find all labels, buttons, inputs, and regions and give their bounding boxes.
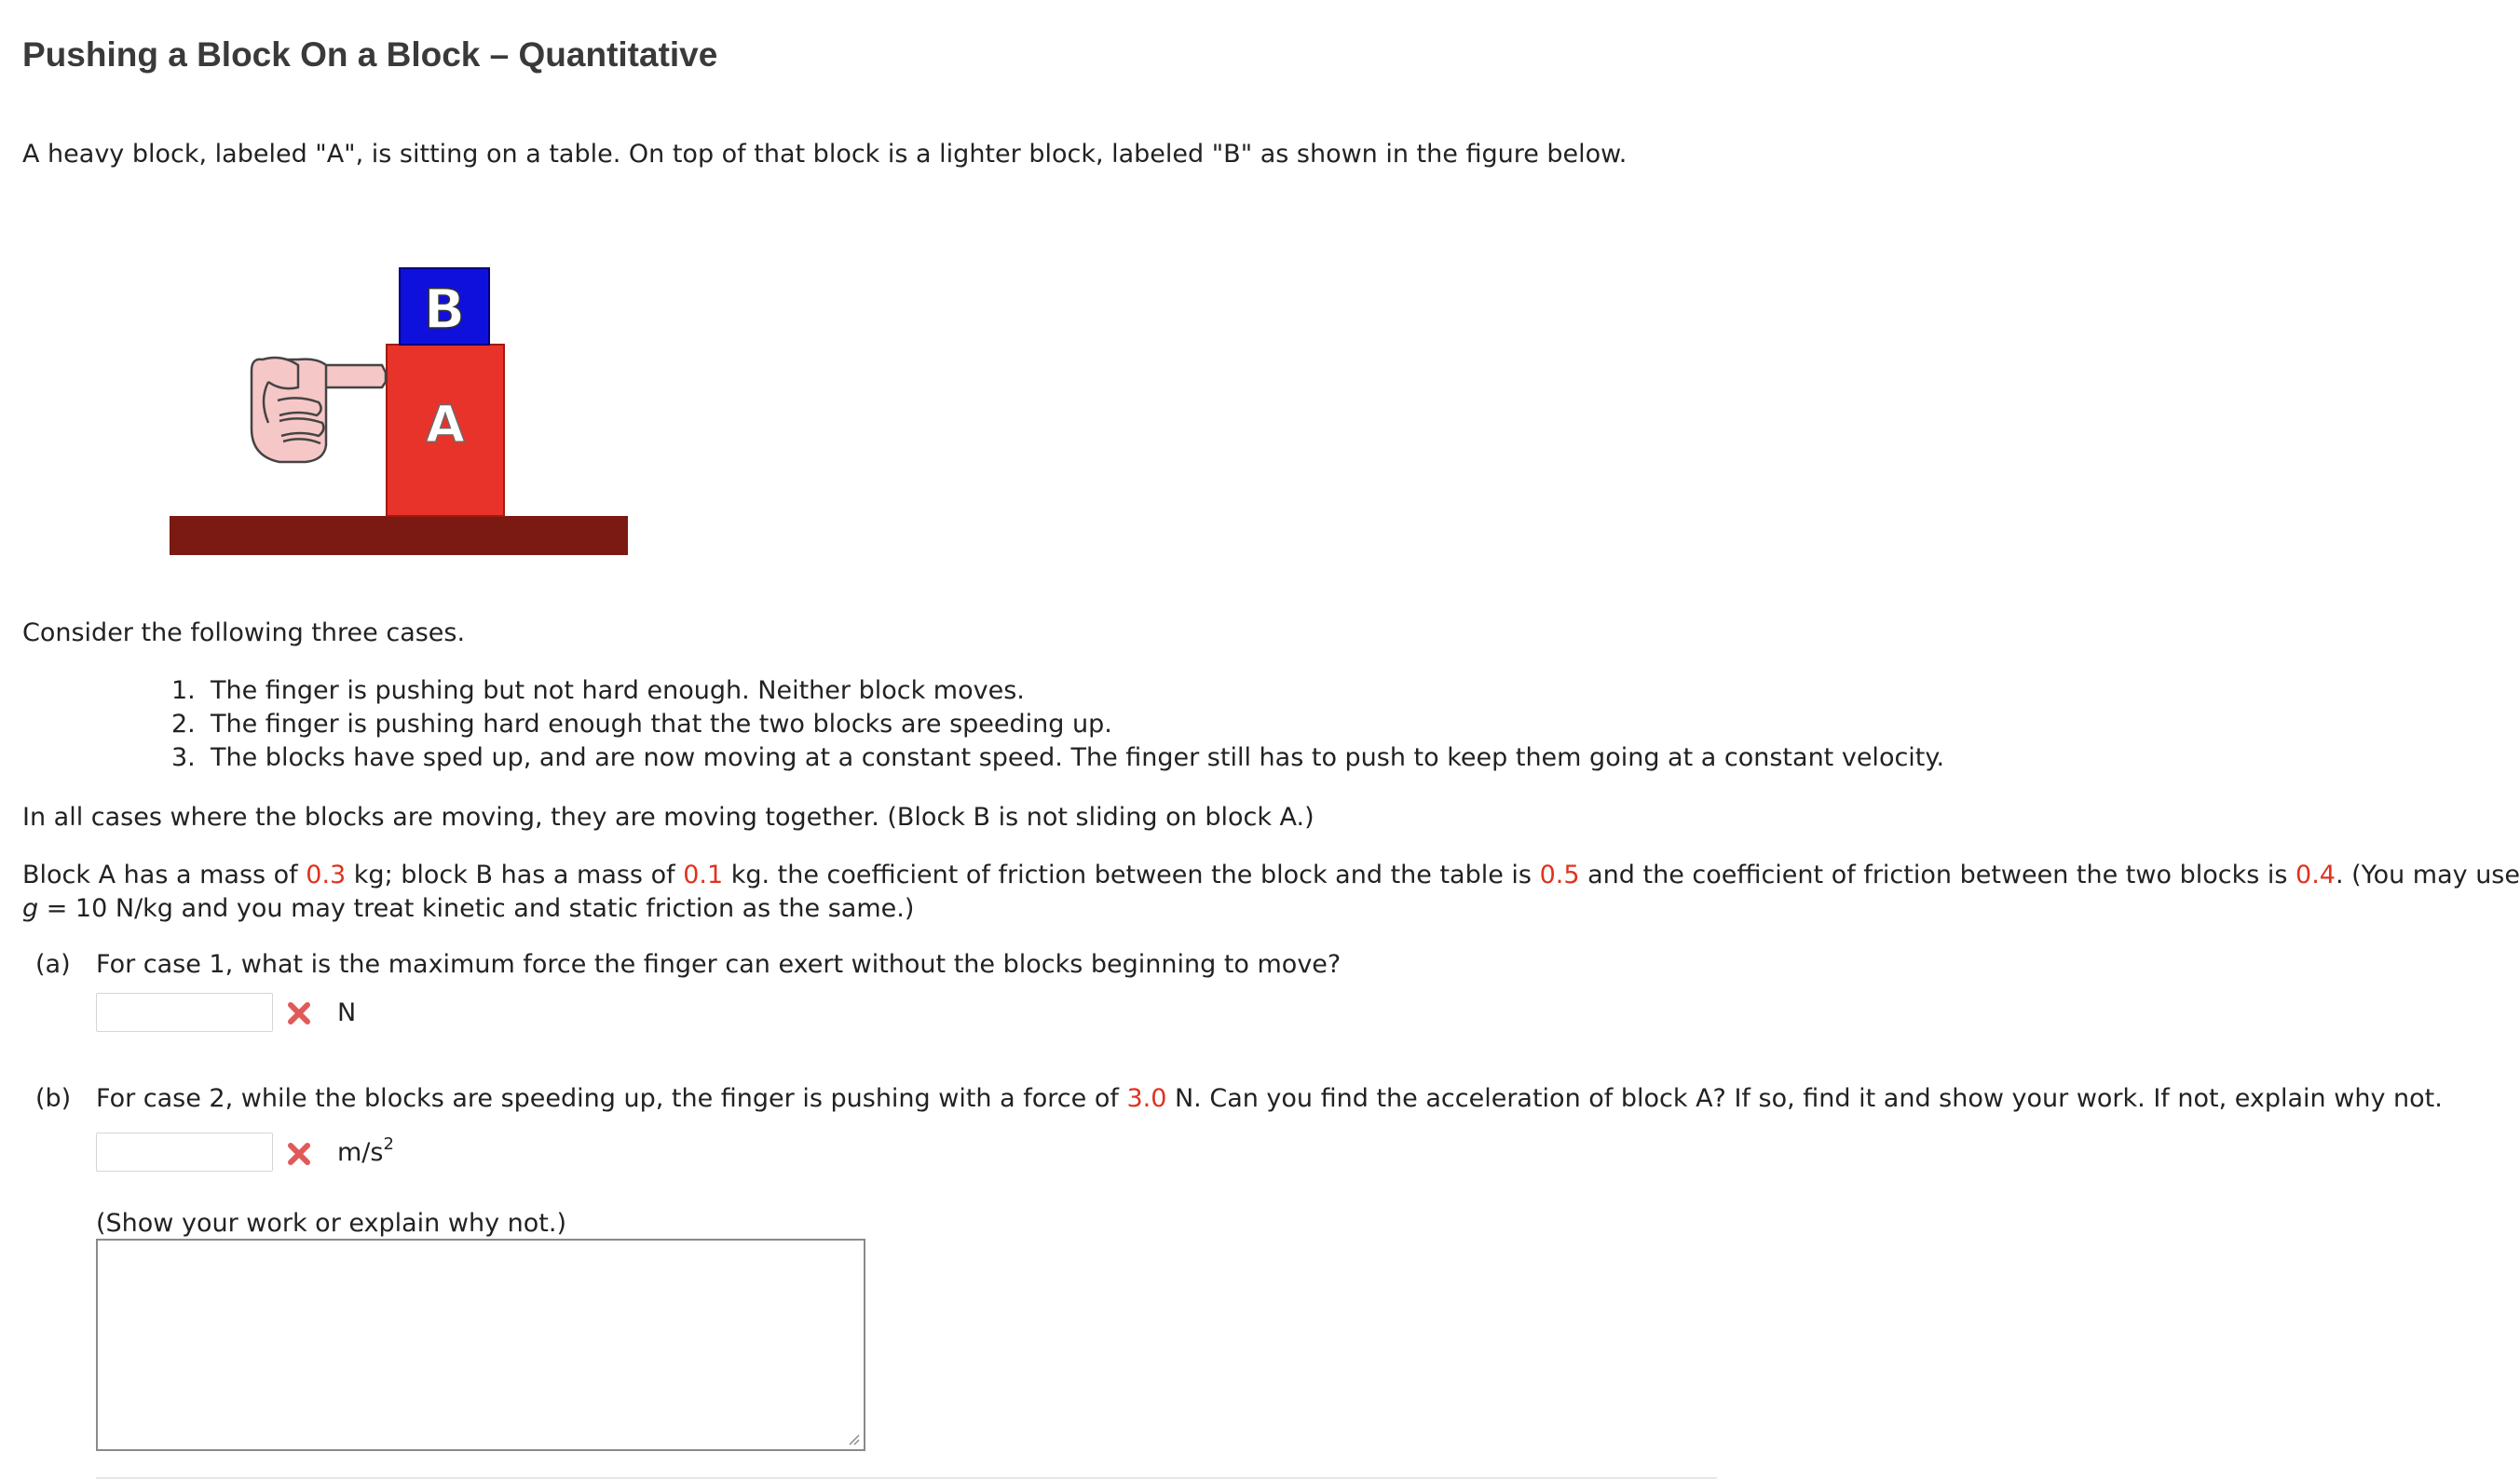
- work-label: (Show your work or explain why not.): [96, 1209, 566, 1238]
- answer-b-unit: $m/s^2$: [337, 1134, 394, 1167]
- list-item: 1. The finger is pushing but not hard enough. Neither block moves.: [171, 676, 1025, 705]
- page-title: Pushing a Block On a Block – Quantitative: [22, 35, 718, 74]
- block-b-label: B: [423, 278, 466, 341]
- force-value: 3.0: [1126, 1084, 1167, 1113]
- block-a-label: A: [426, 395, 465, 454]
- incorrect-x-icon: [285, 999, 313, 1027]
- mu-blocks-value: 0.4: [2295, 861, 2336, 889]
- table-surface: [170, 516, 628, 555]
- intro-text: A heavy block, labeled "A", is sitting on a table. On top of that block is a lighter block, labeled "B" as shown in the figure below.: [22, 140, 1628, 169]
- together-note: In all cases where the blocks are moving, they are moving together. (Block B is not sliding on block A.): [22, 803, 1314, 832]
- given-values-line-2: g = 10 N/kg and you may treat kinetic and static friction as the same.): [22, 894, 915, 923]
- list-item: 2. The finger is pushing hard enough that the two blocks are speeding up.: [171, 710, 1112, 739]
- work-textarea[interactable]: [96, 1239, 865, 1451]
- mass-a-value: 0.3: [306, 861, 347, 889]
- answer-a-unit: N: [337, 998, 357, 1027]
- list-item: 3. The blocks have sped up, and are now moving at a constant speed. The finger still has to push to keep them going at a constant velocity.: [171, 743, 1945, 772]
- answer-b-input[interactable]: [96, 1133, 273, 1172]
- question-b-text: For case 2, while the blocks are speeding up, the finger is pushing with a force of 3.0 N. Can you find the acceleration of block A? If so, find it and show your work. If not, explain why not.: [96, 1084, 2443, 1113]
- incorrect-x-icon: [285, 1140, 313, 1168]
- mass-b-value: 0.1: [683, 861, 724, 889]
- pointing-hand-icon: [252, 358, 386, 462]
- question-b-label: (b): [35, 1084, 72, 1113]
- question-a-label: (a): [35, 950, 71, 979]
- answer-a-input[interactable]: [96, 993, 273, 1032]
- given-values-line-1: Block A has a mass of 0.3 kg; block B has a mass of 0.1 kg. the coefficient of friction between the block and the table is 0.5 and the coefficient of friction between the two blocks is 0.4. (You may use: [22, 861, 2520, 889]
- mu-table-value: 0.5: [1539, 861, 1580, 889]
- consider-text: Consider the following three cases.: [22, 618, 466, 647]
- question-a-text: For case 1, what is the maximum force the finger can exert without the blocks beginning to move?: [96, 950, 1342, 979]
- blocks-figure: [158, 261, 643, 568]
- resize-grip-icon[interactable]: [847, 1432, 860, 1445]
- cases-list: [171, 674, 1944, 775]
